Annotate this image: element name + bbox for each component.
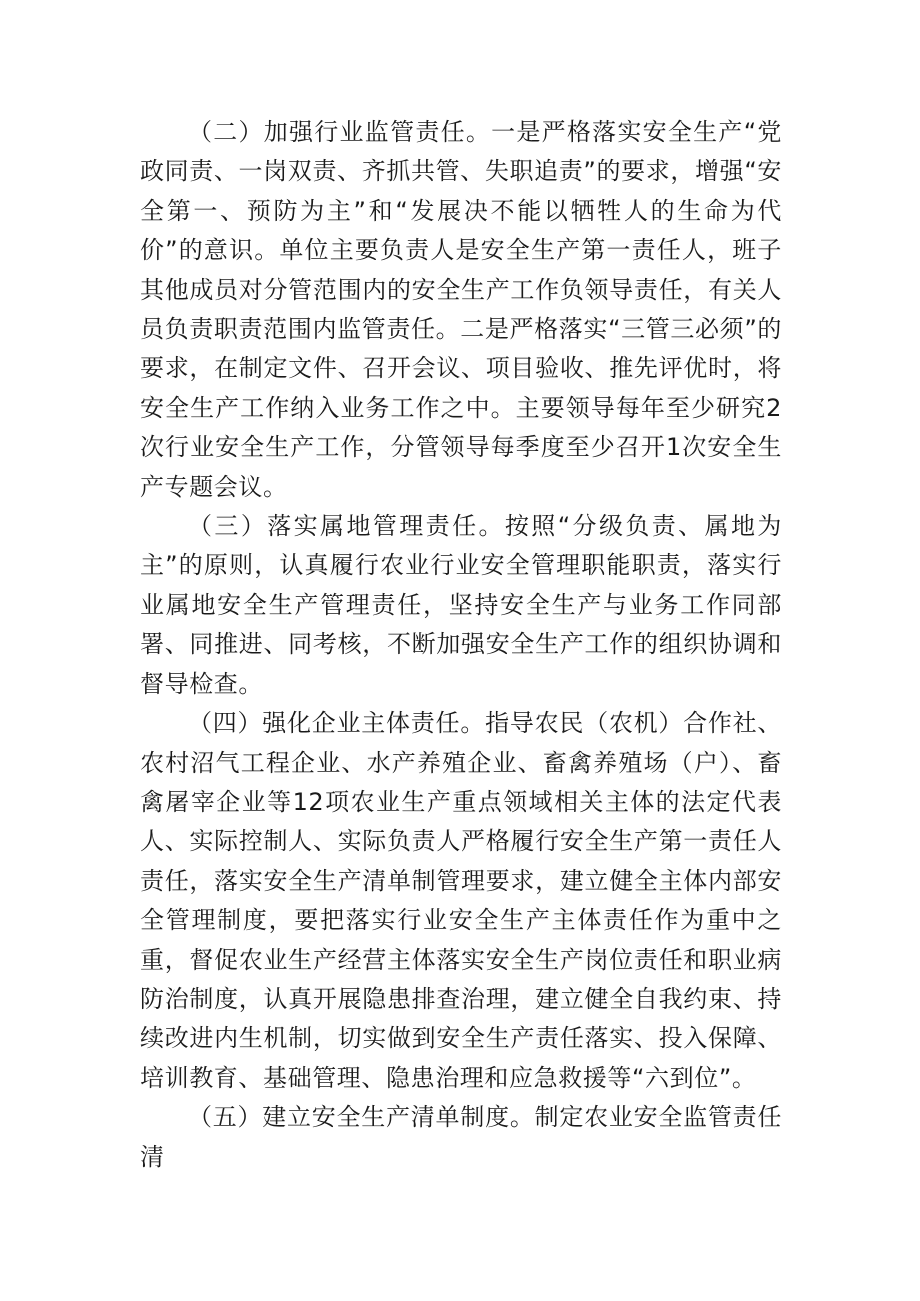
paragraph-2-industry-supervision: （二）加强行业监管责任。一是严格落实安全生产“党政同责、一岗双责、齐抓共管、失职追责”的要求，增强“安全第一、预防为主”和“发展决不能以牺牲人的生命为代价”的意识。单位主要负责人是安全生产第一责任人，班子其他成员对分管范围内的安全生产工作负领导责任，有关人员负责职责范围内监管责任。二是严格落实“三管三必须”的要求，在制定文件、召开会议、项目验收、推先评优时，将安全生产工作纳入业务工作之中。主要领导每年至少研究2次行业安全生产工作，分管领导每季度至少召开1次安全生产专题会议。 — [140, 118, 782, 501]
document-page — [140, 113, 782, 1177]
paragraph-4-enterprise-responsibility: （四）强化企业主体责任。指导农民（农机）合作社、农村沼气工程企业、水产养殖企业、畜禽养殖场（户）、畜禽屠宰企业等12项农业生产重点领域相关主体的法定代表人、实际控制人、实际负责人严格履行安全生产第一责任人责任，落实安全生产清单制管理要求，建立健全主体内部安全管理制度，要把落实行业安全生产主体责任作为重中之重，督促农业生产经营主体落实安全生产岗位责任和职业病防治制度，认真开展隐患排查治理，建立健全自我约束、持续改进内生机制，切实做到安全生产责任落实、投入保障、培训教育、基础管理、隐患治理和应急救援等“六到位”。 — [140, 709, 782, 1092]
paragraph-5-checklist-system: （五）建立安全生产清单制度。制定农业安全监管责任清 — [140, 1103, 782, 1171]
paragraph-3-territorial-management: （三）落实属地管理责任。按照“分级负责、属地为主”的原则，认真履行农业行业安全管理职能职责，落实行业属地安全生产管理责任，坚持安全生产与业务工作同部署、同推进、同考核，不断加强安全生产工作的组织协调和督导检查。 — [140, 512, 782, 698]
